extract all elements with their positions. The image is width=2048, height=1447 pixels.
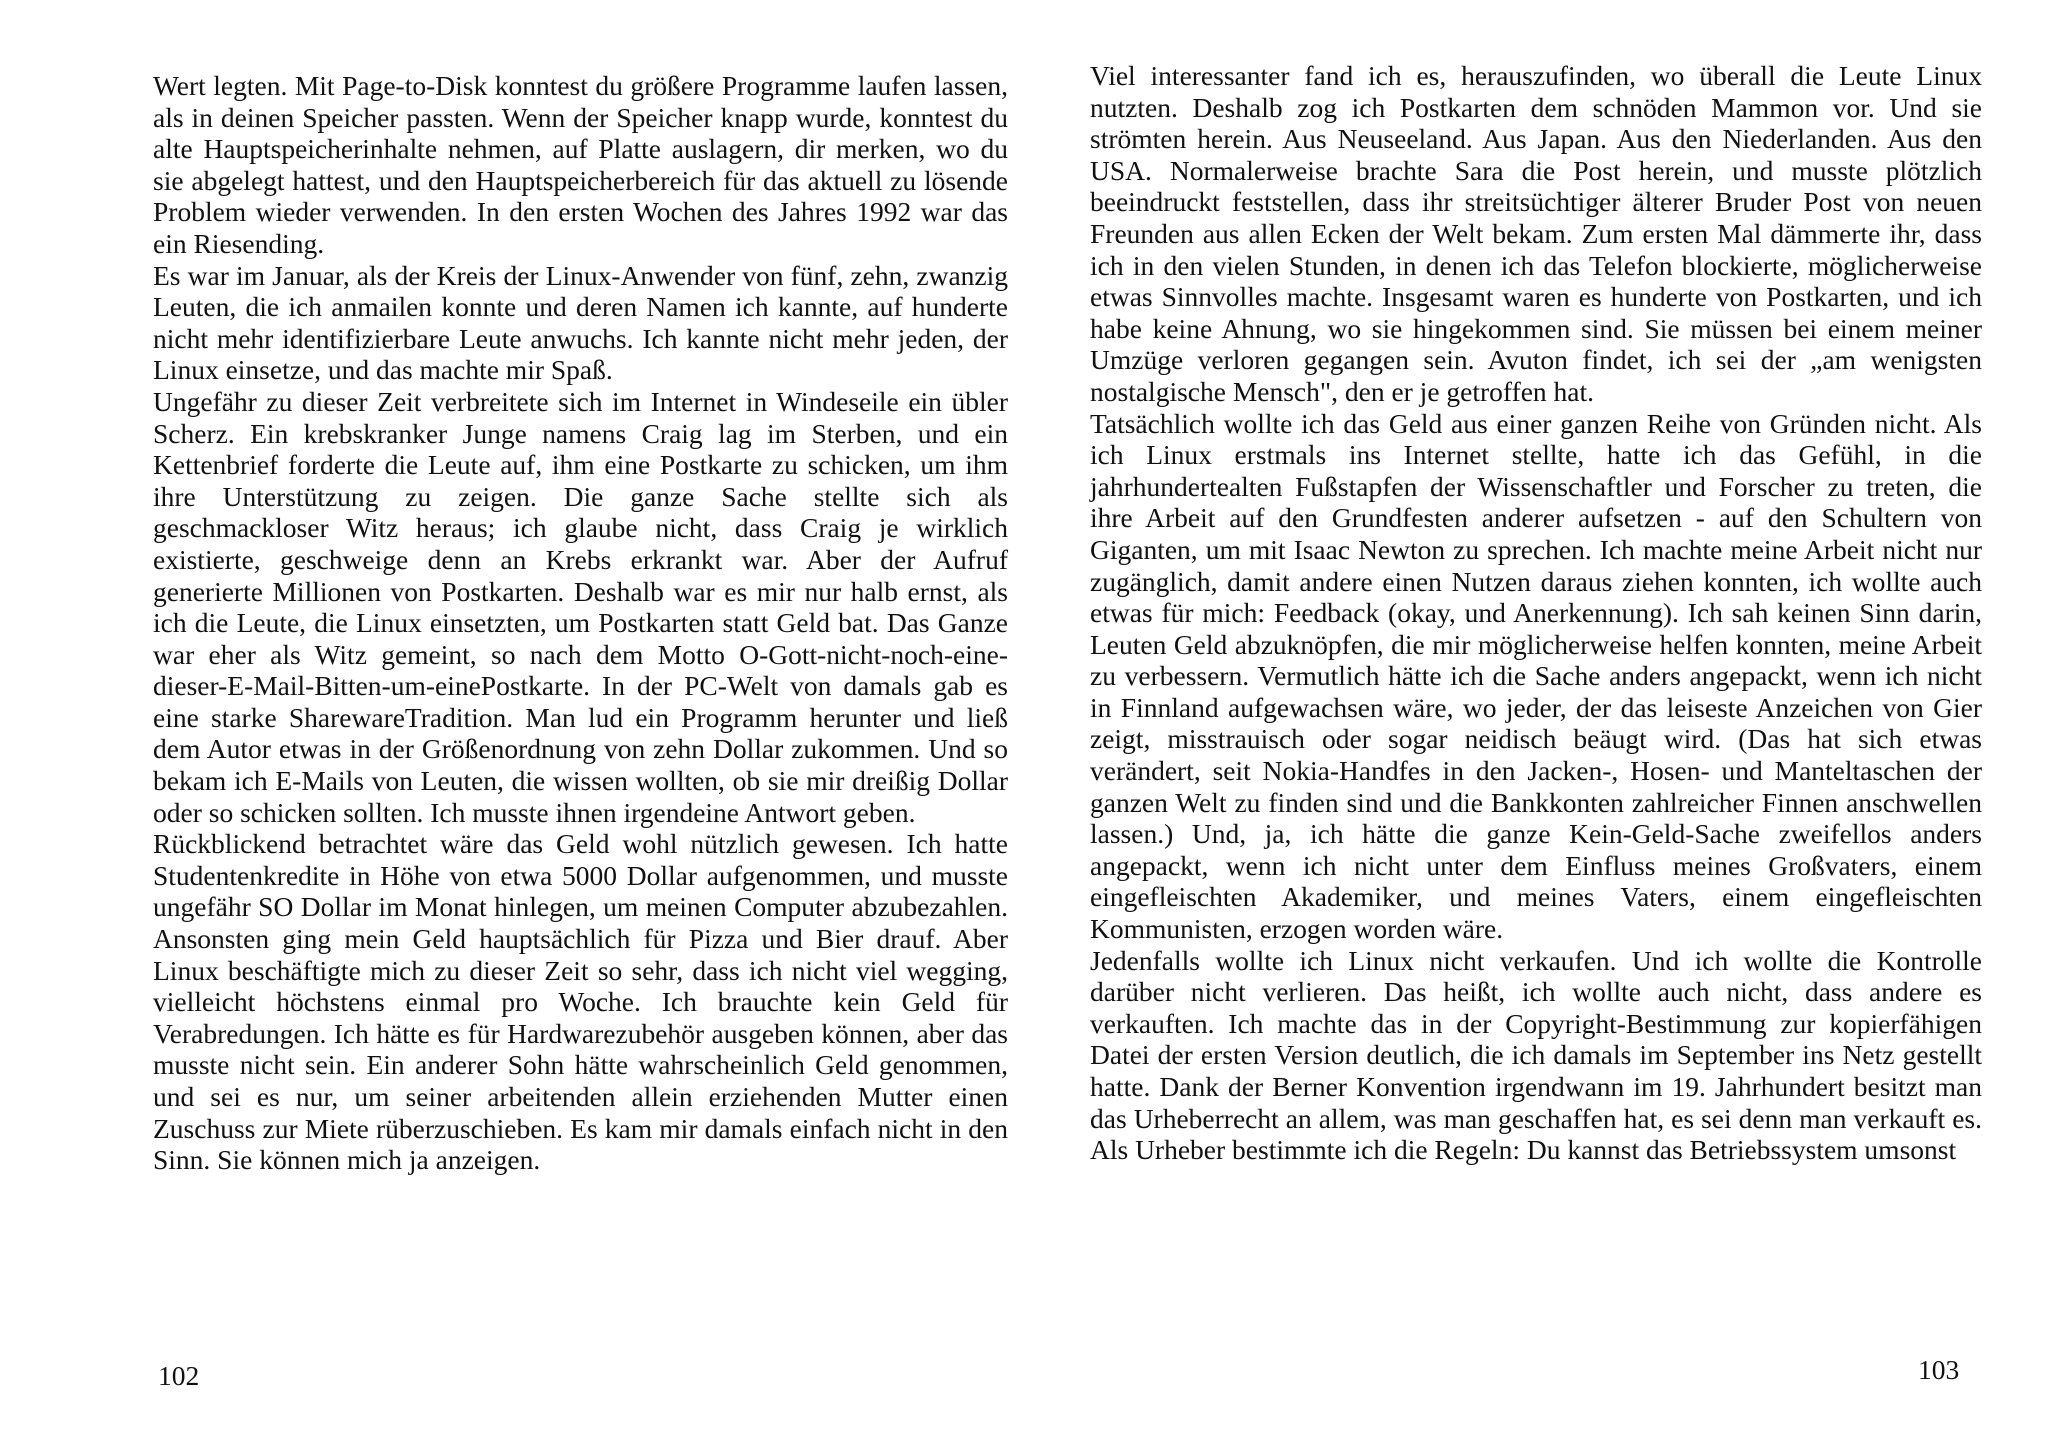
right-page-number: 103 (1918, 1354, 1960, 1385)
left-paragraph-4: Rückblickend betrachtet wäre das Geld wohl nützlich gewesen. Ich hatte Studentenkredite in Höhe von etwa 5000 Dollar aufgenommen, und musste ungefähr SO Dollar im Monat hinlegen, um meinen Computer abzubezahlen. Ansonsten ging mein Geld hauptsächlich für Pizza und Bier drauf. Aber Linux beschäftigte mich zu dieser Zeit so sehr, dass ich nicht viel wegging, vielleicht höchstens einmal pro Woche. Ich brauchte kein Geld für Verabredungen. Ich hätte es für Hardwarezubehör ausgeben können, aber das musste nicht sein. Ein anderer Sohn hätte wahrscheinlich Geld genommen, und sei es nur, um seiner arbeitenden allein erziehenden Mutter einen Zuschuss zur Miete rüberzuschieben. Es kam mir damals einfach nicht in den Sinn. Sie können mich ja anzeigen. (153, 828, 1008, 1176)
left-paragraph-3: Ungefähr zu dieser Zeit verbreitete sich im Internet in Windeseile ein übler Scherz. Ein krebskranker Junge namens Craig lag im Sterben, und ein Kettenbrief forderte die Leute auf, ihm eine Postkarte zu schicken, um ihm ihre Unterstützung zu zeigen. Die ganze Sache stellte sich als geschmackloser Witz heraus; ich glaube nicht, dass Craig je wirklich existierte, geschweige denn an Krebs erkrankt war. Aber der Aufruf generierte Millionen von Postkarten. Deshalb war es mir nur halb ernst, als ich die Leute, die Linux einsetzten, um Postkarten statt Geld bat. Das Ganze war eher als Witz gemeint, so nach dem Motto O-Gott-nicht-noch-eine-dieser-E-Mail-Bitten-um-einePostkarte. In der PC-Welt von damals gab es eine starke SharewareTradition. Man lud ein Programm herunter und ließ dem Autor etwas in der Größenordnung von zehn Dollar zukommen. Und so bekam ich E-Mails von Leuten, die wissen wollten, ob sie mir dreißig Dollar oder so schicken sollten. Ich musste ihnen irgendeine Antwort geben. (153, 385, 1008, 828)
right-paragraph-1: Viel interessanter fand ich es, herauszufinden, wo überall die Leute Linux nutzten. Deshalb zog ich Postkarten dem schnöden Mammon vor. Und sie strömten herein. Aus Neuseeland. Aus Japan. Aus den Niederlanden. Aus den USA. Normalerweise brachte Sara die Post herein, und musste plötzlich beeindruckt feststellen, dass ihr streitsüchtiger älterer Bruder Post von neuen Freunden aus allen Ecken der Welt bekam. Zum ersten Mal dämmerte ihr, dass ich in den vielen Stunden, in denen ich das Telefon blockierte, möglicherweise etwas Sinnvolles machte. Insgesamt waren es hunderte von Postkarten, und ich habe keine Ahnung, wo sie hingekommen sind. Sie müssen bei einem meiner Umzüge verloren gegangen sein. Avuton findet, ich sei der „am wenigsten nostalgische Mensch", den er je getroffen hat. (1090, 60, 1982, 407)
right-page (1024, 0, 2048, 1447)
right-paragraph-3: Jedenfalls wollte ich Linux nicht verkaufen. Und ich wollte die Kontrolle darüber nicht verlieren. Das heißt, ich wollte auch nicht, dass andere es verkauften. Ich machte das in der Copyright-Bestimmung zur kopierfähigen Datei der ersten Version deutlich, die ich damals im September ins Netz gestellt hatte. Dank der Berner Konvention irgendwann im 19. Jahrhundert besitzt man das Urheberrecht an allem, was man geschaffen hat, es sei denn man verkauft es. Als Urheber bestimmte ich die Regeln: Du kannst das Betriebssystem umsonst (1090, 944, 1982, 1166)
left-paragraph-2: Es war im Januar, als der Kreis der Linux-Anwender von fünf, zehn, zwanzig Leuten, die ich anmailen konnte und deren Namen ich kannte, auf hunderte nicht mehr identifizierbare Leute anwuchs. Ich kannte nicht mehr jeden, der Linux einsetze, und das machte mir Spaß. (153, 259, 1008, 386)
left-page-text-column (153, 70, 1008, 1176)
right-paragraph-2: Tatsächlich wollte ich das Geld aus einer ganzen Reihe von Gründen nicht. Als ich Linux erstmals ins Internet stellte, hatte ich das Gefühl, in die jahrhundertealten Fußstapfen der Wissenschaftler und Forscher zu treten, die ihre Arbeit auf den Grundfesten anderer aufsetzen - auf den Schultern von Giganten, um mit Isaac Newton zu sprechen. Ich machte meine Arbeit nicht nur zugänglich, damit andere einen Nutzen daraus ziehen konnten, ich wollte auch etwas für mich: Feedback (okay, und Anerkennung). Ich sah keinen Sinn darin, Leuten Geld abzuknöpfen, die mir möglicherweise helfen konnten, meine Arbeit zu verbessern. Vermutlich hätte ich die Sache anders angepackt, wenn ich nicht in Finnland aufgewachsen wäre, wo jeder, der das leiseste Anzeichen von Gier zeigt, misstrauisch oder sogar neidisch beäugt wird. (Das hat sich etwas verändert, seit Nokia-Handfes in den Jacken-, Hosen- und Manteltaschen der ganzen Welt zu finden sind und die Bankkonten zahlreicher Finnen anschwellen lassen.) Und, ja, ich hätte die ganze Kein-Geld-Sache zweifellos anders angepackt, wenn ich nicht unter dem Einfluss meines Großvaters, einem eingefleischten Akademiker, und meines Vaters, einem eingefleischten Kommunisten, erzogen worden wäre. (1090, 407, 1982, 945)
left-paragraph-1: Wert legten. Mit Page-to-Disk konntest du größere Programme laufen lassen, als in deinen Speicher passten. Wenn der Speicher knapp wurde, konntest du alte Hauptspeicherinhalte nehmen, auf Platte auslagern, dir merken, wo du sie abgelegt hattest, und den Hauptspeicherbereich für das aktuell zu lösende Problem wieder verwenden. In den ersten Wochen des Jahres 1992 war das ein Riesending. (153, 70, 1008, 259)
right-page-text-column (1090, 60, 1982, 1166)
left-page-number: 102 (158, 1360, 200, 1391)
